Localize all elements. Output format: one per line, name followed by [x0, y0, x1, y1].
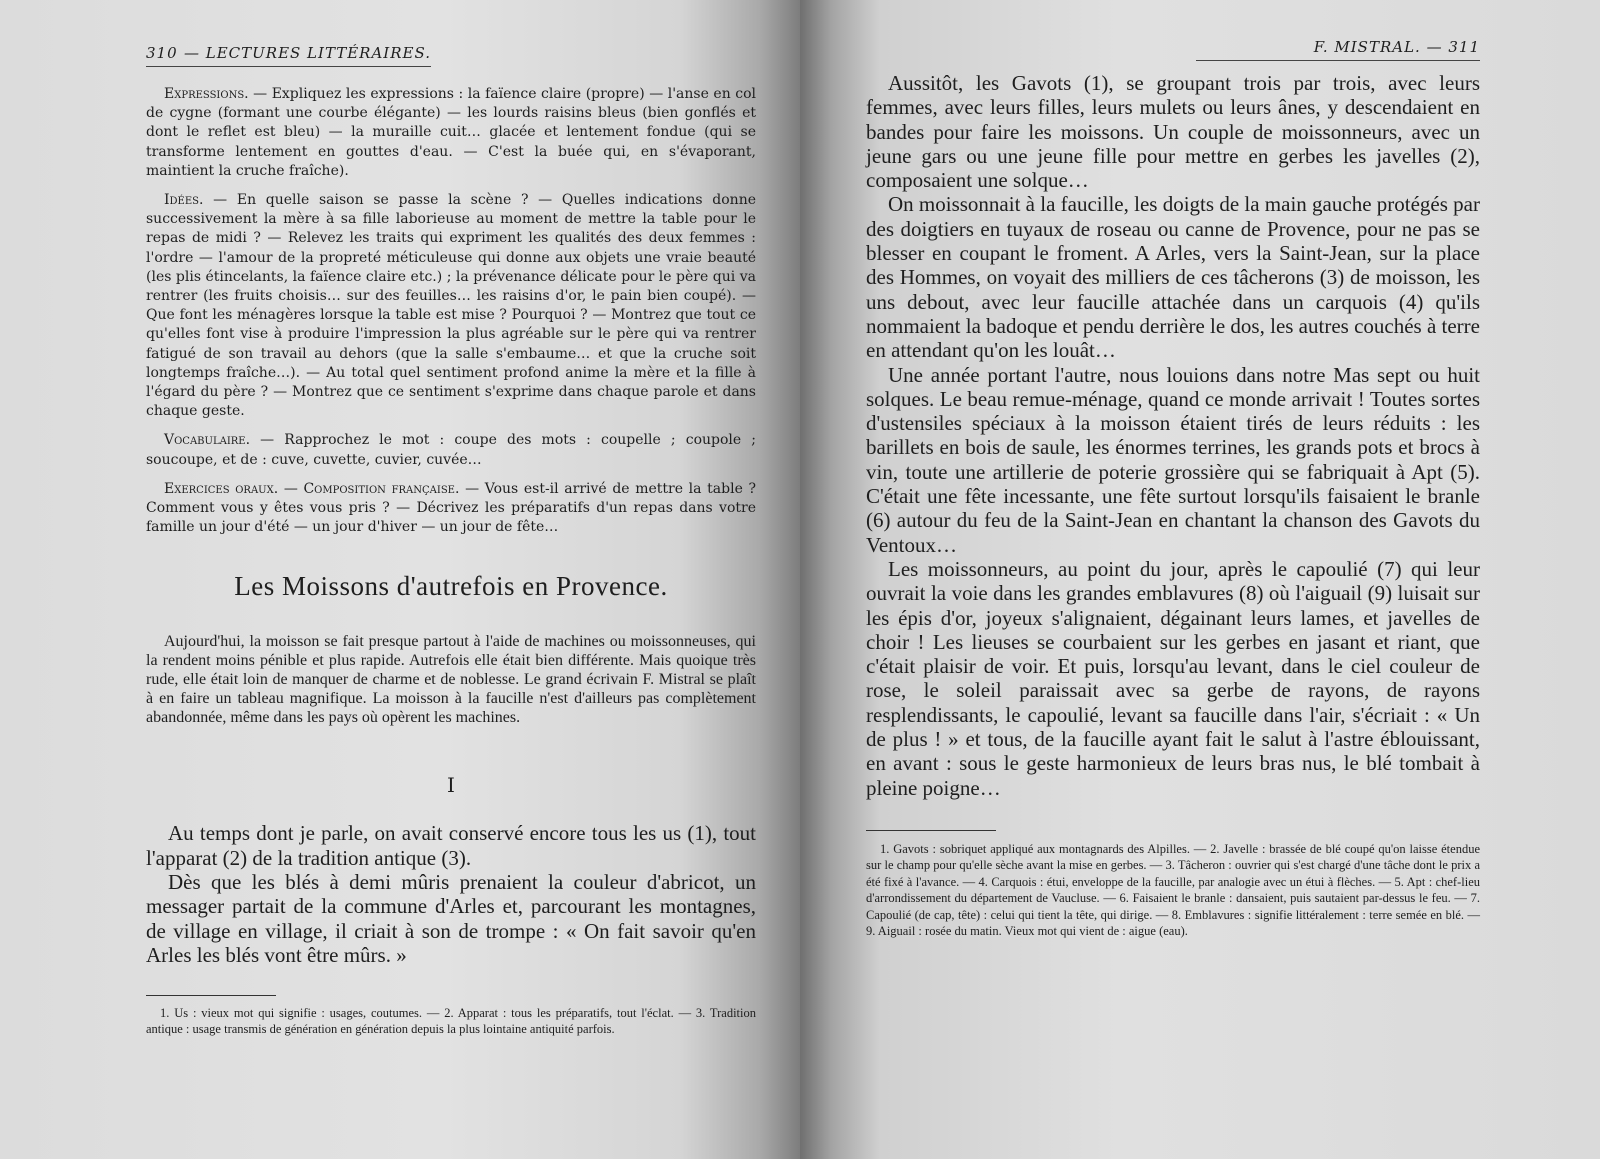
body-paragraph: Dès que les blés à demi mûris prenaient la couleur d'abricot, un messager partait de la commune d'Arles et, parcourant les montagnes, de village en village, il criait à son de trompe : « On fait savoir qu'en Arles les blés vont être mûrs. » [146, 870, 756, 967]
exercise-oraux [146, 480, 756, 538]
footnote-rule [866, 830, 996, 831]
chapter-intro: Aujourd'hui, la moisson se fait presque partout à l'aide de machines ou moissonneuses, qui la rendent moins pénible et plus rapide. Autrefois elle était bien différente. Mais quoique très rude, elle était loin de manquer de charme et de noblesse. Le grand écrivain F. Mistral se plaît à en faire un tableau magnifique. La moisson à la faucille n'est d'ailleurs pas complètement abandonnée, même dans les pays où opèrent les machines. [146, 633, 756, 727]
exercise-expressions [146, 85, 756, 181]
footnote-rule [146, 995, 276, 996]
body-paragraph: Aussitôt, les Gavots (1), se groupant trois par trois, avec leurs femmes, avec leurs filles, leurs mulets ou leurs ânes, y descendaient en bandes pour faire les moissons. Un couple de moissonneurs, avec un jeune gars ou une jeune fille pour mettre en gerbes les javelles (2), composaient une solque… [866, 71, 1480, 193]
right-page-number: 311 [1448, 38, 1480, 56]
body-paragraph: Les moissonneurs, au point du jour, après le capoulié (7) qui leur ouvrait la voie dans les grandes emblavures (8) où l'aiguail (9) luisait sur les épis d'or, joyeux s'alignaient, dégainant leurs lames, et javelles de choir ! Les lieuses se courbaient sur les gerbes en jasant et riant, que c'était plaisir de voir. Et puis, lorsqu'au levant, dans le ciel couleur de rose, le soleil paraissait avec sa gerbe de rayons, de rayons resplendissants, le capoulié, levant sa faucille dans l'air, s'écriait : « Un de plus ! » et tous, de la faucille ayant fait le salut à l'astre éblouissant, en avant : sous le geste harmonieux de leurs bras nus, le blé tombait à pleine poigne… [866, 556, 1480, 800]
left-running-title: — LECTURES LITTÉRAIRES. [183, 44, 431, 62]
exercise-label: Vocabulaire. — [164, 432, 275, 449]
body-paragraph: On moissonnait à la faucille, les doigts de la main gauche protégés par des doigtiers en tuyaux de roseau ou canne de Provence, pour ne pas se blesser en coupant le froment. A Arles, vers la Saint-Jean, sur la place des Hommes, on voyait des milliers de ces tâcherons (3) de moisson, les uns debout, avec leur faucille attachée dans un carquois (4) qu'ils nommaient la badoque et pendu derrière le dos, les autres couchés à terre en attendant qu'on les louât… [866, 192, 1480, 363]
left-footnotes: 1. Us : vieux mot qui signifie : usages, coutumes. — 2. Apparat : tous les préparatifs, tout l'éclat. — 3. Tradition antique : usage transmis de génération en génération depuis la plus lointaine antiquité parfois. [146, 1006, 756, 1036]
exercise-idees [146, 191, 756, 421]
right-running-head [1196, 38, 1480, 61]
exercise-text: Vous est-il arrivé de mettre la table ? Comment vous y êtes vous pris ? — Décrivez les préparatifs d'un repas dans votre famille un jour d'été — un jour d'hiver — un jour de fête… [146, 480, 757, 536]
left-running-head [146, 44, 431, 67]
right-running-title: F. MISTRAL. — [1313, 38, 1443, 56]
section-number: I [447, 773, 455, 798]
right-footnotes: 1. Gavots : sobriquet appliqué aux montagnards des Alpilles. — 2. Javelle : brassée de blé coupé qu'on laisse étendue sur le champ pour qu'elle sèche avant la mise en gerbes. — 3. Tâcheron : ouvrier qui s'est chargé d'une tâche dont le prix a été fixé à l'avance. — 4. Carquois : étui, enveloppe de la faucille, par analogie avec un étui à flèches. — 5. Apt : chef-lieu d'arrondissement du département de Vaucluse. — 6. Faisaient le branle : dansaient, puis sautaient par-dessus le feu. — 7. Capoulié (de cap, tête) : celui qui tient la tête, qui dirige. — 8. Emblavures : signifie littéralement : terre semée en blé. — 9. Aiguail : rosée du matin. Vieux mot qui vient de : aigue (eau). [866, 841, 1480, 938]
exercise-label: Expressions. — [164, 86, 268, 102]
exercise-label: Idées. — [164, 192, 228, 209]
exercise-text: Expliquez les expressions : la faïence claire (propre) — l'anse en col de cygne (formant une courbe élégante) — les lourds raisins bleus (bien gonflés et dont le reflet est bleu) — la muraille cuit… glacée et lentement fondue (qui se transforme lentement en gouttes d'eau. — C'est la buée qui, en s'évaporant, maintient la cruche fraîche). [146, 86, 756, 179]
right-page [800, 0, 1600, 1159]
exercise-text: En quelle saison se passe la scène ? — Quelles indications donne successivement la mère à sa fille laborieuse au moment de mettre la table pour le repas de midi ? — Relevez les traits qui expriment les qualités des deux femmes : l'ordre — l'amour de la propreté méticuleuse qui donne aux objets une vraie beauté (les plis étincelants, la faïence claire etc.) ; la prévenance délicate pour le père qui va rentrer (les fruits choisis… sur des feuilles… les raisins d'or, le pain bien coupé). — Que font les ménagères lorsque la table est mise ? Pourquoi ? — Montrez que tout ce qu'elles font vise à produire l'impression la plus agréable sur le père qui va rentrer fatigué de son travail au dehors (que la salle s'embaume… et que la cruche soit longtemps fraîche…). — Au total quel sentiment profond anime la mère et la fille à l'égard du père ? — Montrez que ce sentiment s'exprime dans chaque parole et dans chaque geste. [146, 192, 757, 420]
left-page-number: 310 [146, 44, 178, 62]
exercise-vocabulaire [146, 431, 756, 469]
chapter-title: Les Moissons d'autrefois en Provence. [234, 571, 668, 602]
body-paragraph: Au temps dont je parle, on avait conservé encore tous les us (1), tout l'apparat (2) de la tradition antique (3). [146, 821, 756, 870]
exercise-label: Exercices oraux. — Composition française. — [164, 480, 480, 497]
exercise-text: Rapprochez le mot : coupe des mots : coupelle ; coupole ; soucoupe, et de : cuve, cuvette, cuvier, cuvée… [146, 432, 756, 468]
body-paragraph: Une année portant l'autre, nous louions dans notre Mas sept ou huit solques. Le beau remue-ménage, quand ce monde arrivait ! Toutes sortes d'ustensiles spéciaux à la moisson étaient tirés de leurs réduits : les barillets en bois de saule, les énormes terrines, les grands pots et brocs à vin, toute une artillerie de poterie grossière qui se fabriquait à Apt (5). C'était une fête incessante, une fête surtout lorsqu'ils faisaient le branle (6) autour du feu de la Saint-Jean en chantant la chanson des Gavots du Ventoux… [866, 362, 1480, 557]
